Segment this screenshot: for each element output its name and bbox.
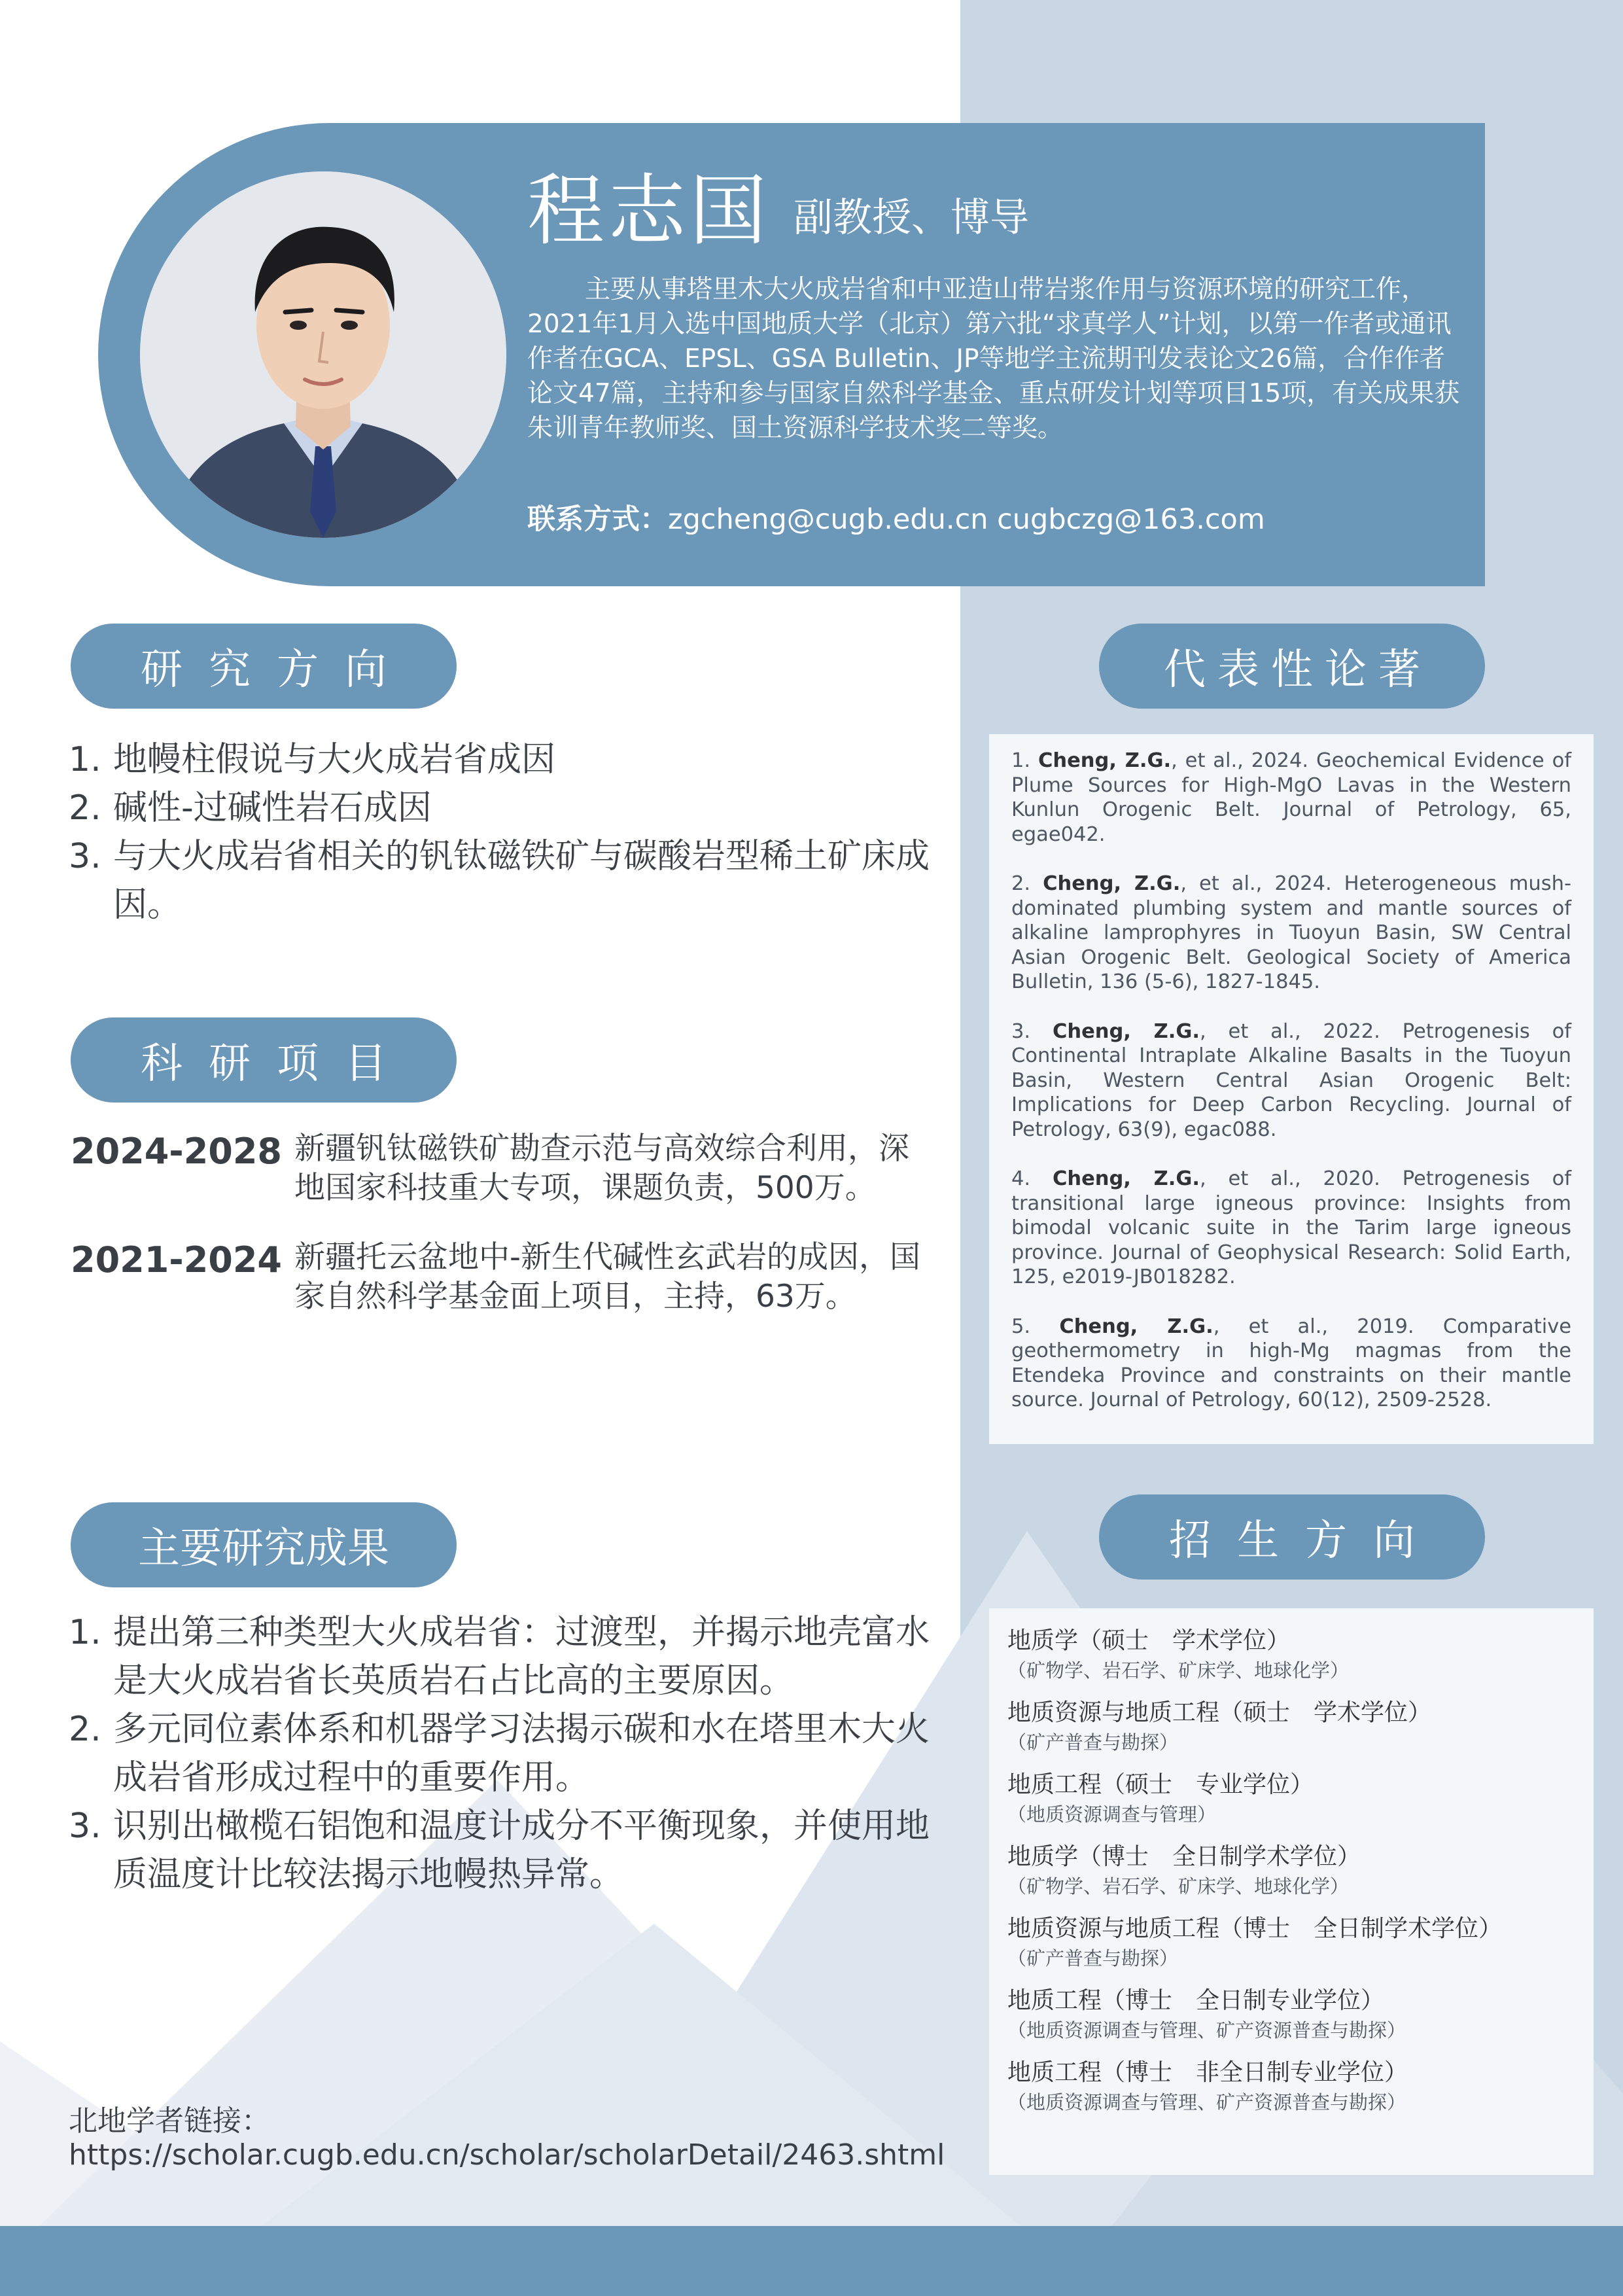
list-item [69, 784, 932, 832]
project-item [71, 1129, 937, 1208]
paper-entry [1011, 872, 1571, 995]
profile-photo [140, 171, 506, 538]
enrollment-program: 地质学（硕士 学术学位） [1007, 1627, 1291, 1654]
paper-author: Cheng, Z.G. [1038, 749, 1172, 772]
enrollment-item [1007, 1696, 1575, 1755]
enrollment-program: 地质工程（硕士 专业学位） [1007, 1771, 1314, 1798]
paper-entry [1011, 1019, 1571, 1142]
list-number: 1. [69, 1613, 101, 1652]
biography-text: 主要从事塔里木大火成岩省和中亚造山带岩浆作用与资源环境的研究工作，2021年1月入选中国地质大学（北京）第六批“求真学人”计划，以第一作者或通讯作者在GCA、EPSL、GSA Bulletin、JP等地学主流期刊发表论文26篇，合作作者论文47篇，主持和参与国家自然科学基金、重点研发计划等项目15项，有关成果获朱训青年教师奖、国土资源科学技术奖二等奖。 [527, 275, 1460, 443]
paper-citation: , et al., 2024. Geochemical Evidence of Plume Sources for High-MgO Lavas in the Western Kunlun Orogenic Belt. Journal of Petrology, 65, egae042. [1011, 749, 1571, 846]
representative-papers-heading: 代表性论著 [1099, 624, 1485, 709]
enrollment-specialties: （矿物学、岩石学、矿床学、地球化学） [1007, 1659, 1350, 1682]
paper-author: Cheng, Z.G. [1052, 1167, 1200, 1190]
paper-entry [1011, 1315, 1571, 1413]
paper-number: 3. [1011, 1019, 1031, 1043]
paper-author: Cheng, Z.G. [1043, 872, 1181, 895]
list-item [69, 1802, 932, 1899]
project-list [71, 1129, 937, 1316]
enrollment-card [989, 1608, 1594, 2175]
person-title: 副教授、博导 [794, 195, 1029, 241]
list-text: 碱性-过碱性岩石成因 [113, 788, 432, 828]
list-text: 提出第三种类型大火成岩省：过渡型，并揭示地壳富水是大火成岩省长英质岩石占比高的主要原因。 [113, 1613, 930, 1701]
paper-number: 5. [1011, 1315, 1031, 1338]
list-number: 3. [69, 1807, 101, 1846]
person-portrait-icon [140, 171, 506, 538]
paper-author: Cheng, Z.G. [1059, 1315, 1213, 1338]
enrollment-program: 地质资源与地质工程（博士 全日制学术学位） [1007, 1915, 1503, 1942]
contact-info [527, 497, 1265, 537]
enrollment-item [1007, 1984, 1575, 2043]
papers-card [989, 734, 1594, 1444]
project-item [71, 1238, 937, 1316]
enrollment-directions-heading: 招生方向 [1099, 1494, 1485, 1580]
project-description: 新疆钒钛磁铁矿勘查示范与高效综合利用，深地国家科技重大专项，课题负责，500万。 [294, 1131, 909, 1206]
achievements-heading: 主要研究成果 [71, 1502, 457, 1587]
enrollment-item [1007, 1840, 1575, 1899]
contact-label: 联系方式： [527, 503, 668, 536]
enrollment-specialties: （地质资源调查与管理、矿产资源普查与勘探） [1007, 2091, 1406, 2113]
achievements-list [69, 1608, 932, 1899]
paper-number: 2. [1011, 872, 1031, 895]
enrollment-program: 地质工程（博士 全日制专业学位） [1007, 1987, 1385, 2014]
paper-entry [1011, 1167, 1571, 1290]
enrollment-item [1007, 1912, 1575, 1971]
research-directions-list [69, 735, 932, 929]
list-number: 2. [69, 788, 101, 828]
enrollment-specialties: （地质资源调查与管理、矿产资源普查与勘探） [1007, 2019, 1406, 2041]
person-name: 程志国 [527, 166, 771, 256]
enrollment-program: 地质资源与地质工程（硕士 学术学位） [1007, 1699, 1432, 1726]
enrollment-item [1007, 2056, 1575, 2115]
paper-author: Cheng, Z.G. [1052, 1019, 1200, 1043]
research-directions-heading: 研究方向 [71, 624, 457, 709]
paper-citation: , et al., 2020. Petrogenesis of transitional large igneous province: Insights from bimodal volcanic suite in the Tarim large igneous province. Journal of Geophysical Research: Solid Earth, 125, e2019-JB018282. [1011, 1167, 1571, 1288]
research-projects-heading: 科研项目 [71, 1017, 457, 1103]
project-years: 2021-2024 [71, 1239, 282, 1280]
paper-citation: , et al., 2019. Comparative geothermometry in high-Mg magmas from the Etendeka Province and constraints on their mantle source. Journal of Petrology, 60(12), 2509-2528. [1011, 1315, 1572, 1411]
enrollment-specialties: （矿产普查与勘探） [1007, 1947, 1179, 1969]
enrollment-item [1007, 1624, 1575, 1683]
paper-citation: , et al., 2022. Petrogenesis of Continental Intraplate Alkaline Basalts in the Tuoyun Basin, Western Central Asian Orogenic Belt: Implications for Deep Carbon Recycling. Journal of Petrology, 63(9), egac088. [1011, 1019, 1571, 1141]
bottom-accent-bar [0, 2226, 1623, 2296]
list-text: 与大火成岩省相关的钒钛磁铁矿与碳酸岩型稀土矿床成因。 [113, 837, 930, 925]
enrollment-item [1007, 1768, 1575, 1827]
list-number: 2. [69, 1710, 101, 1749]
paper-entry [1011, 749, 1571, 847]
enrollment-program: 地质工程（博士 非全日制专业学位） [1007, 2059, 1408, 2086]
list-item [69, 1608, 932, 1705]
paper-citation: , et al., 2024. Heterogeneous mush-dominated plumbing system and mantle sources of alkaline lamprophyres in Tuoyun Basin, SW Central Asian Orogenic Belt. Geological Society of America Bulletin, 136 (5-6), 1827-1845. [1011, 872, 1571, 993]
enrollment-specialties: （矿产普查与勘探） [1007, 1731, 1179, 1754]
list-text: 多元同位素体系和机器学习法揭示碳和水在塔里木大火成岩省形成过程中的重要作用。 [113, 1710, 930, 1797]
enrollment-specialties: （矿物学、岩石学、矿床学、地球化学） [1007, 1875, 1350, 1898]
list-item [69, 735, 932, 784]
list-text: 地幔柱假说与大火成岩省成因 [113, 740, 556, 779]
paper-number: 4. [1011, 1167, 1031, 1190]
project-description: 新疆托云盆地中-新生代碱性玄武岩的成因，国家自然科学基金面上项目，主持，63万。 [294, 1239, 920, 1315]
list-number: 1. [69, 740, 101, 779]
enrollment-program: 地质学（博士 全日制学术学位） [1007, 1843, 1361, 1870]
project-years: 2024-2028 [71, 1131, 282, 1172]
enrollment-specialties: （地质资源调查与管理） [1007, 1803, 1217, 1826]
list-item [69, 832, 932, 929]
list-item [69, 1705, 932, 1802]
list-number: 3. [69, 837, 101, 876]
contact-emails: zgcheng@cugb.edu.cn cugbczg@163.com [668, 503, 1265, 536]
scholar-link-url[interactable]: https://scholar.cugb.edu.cn/scholar/scholarDetail/2463.shtml [69, 2138, 945, 2172]
paper-number: 1. [1011, 749, 1031, 772]
list-text: 识别出橄榄石铝饱和温度计成分不平衡现象，并使用地质温度计比较法揭示地幔热异常。 [113, 1807, 930, 1894]
scholar-link-label: 北地学者链接： [69, 2104, 270, 2138]
